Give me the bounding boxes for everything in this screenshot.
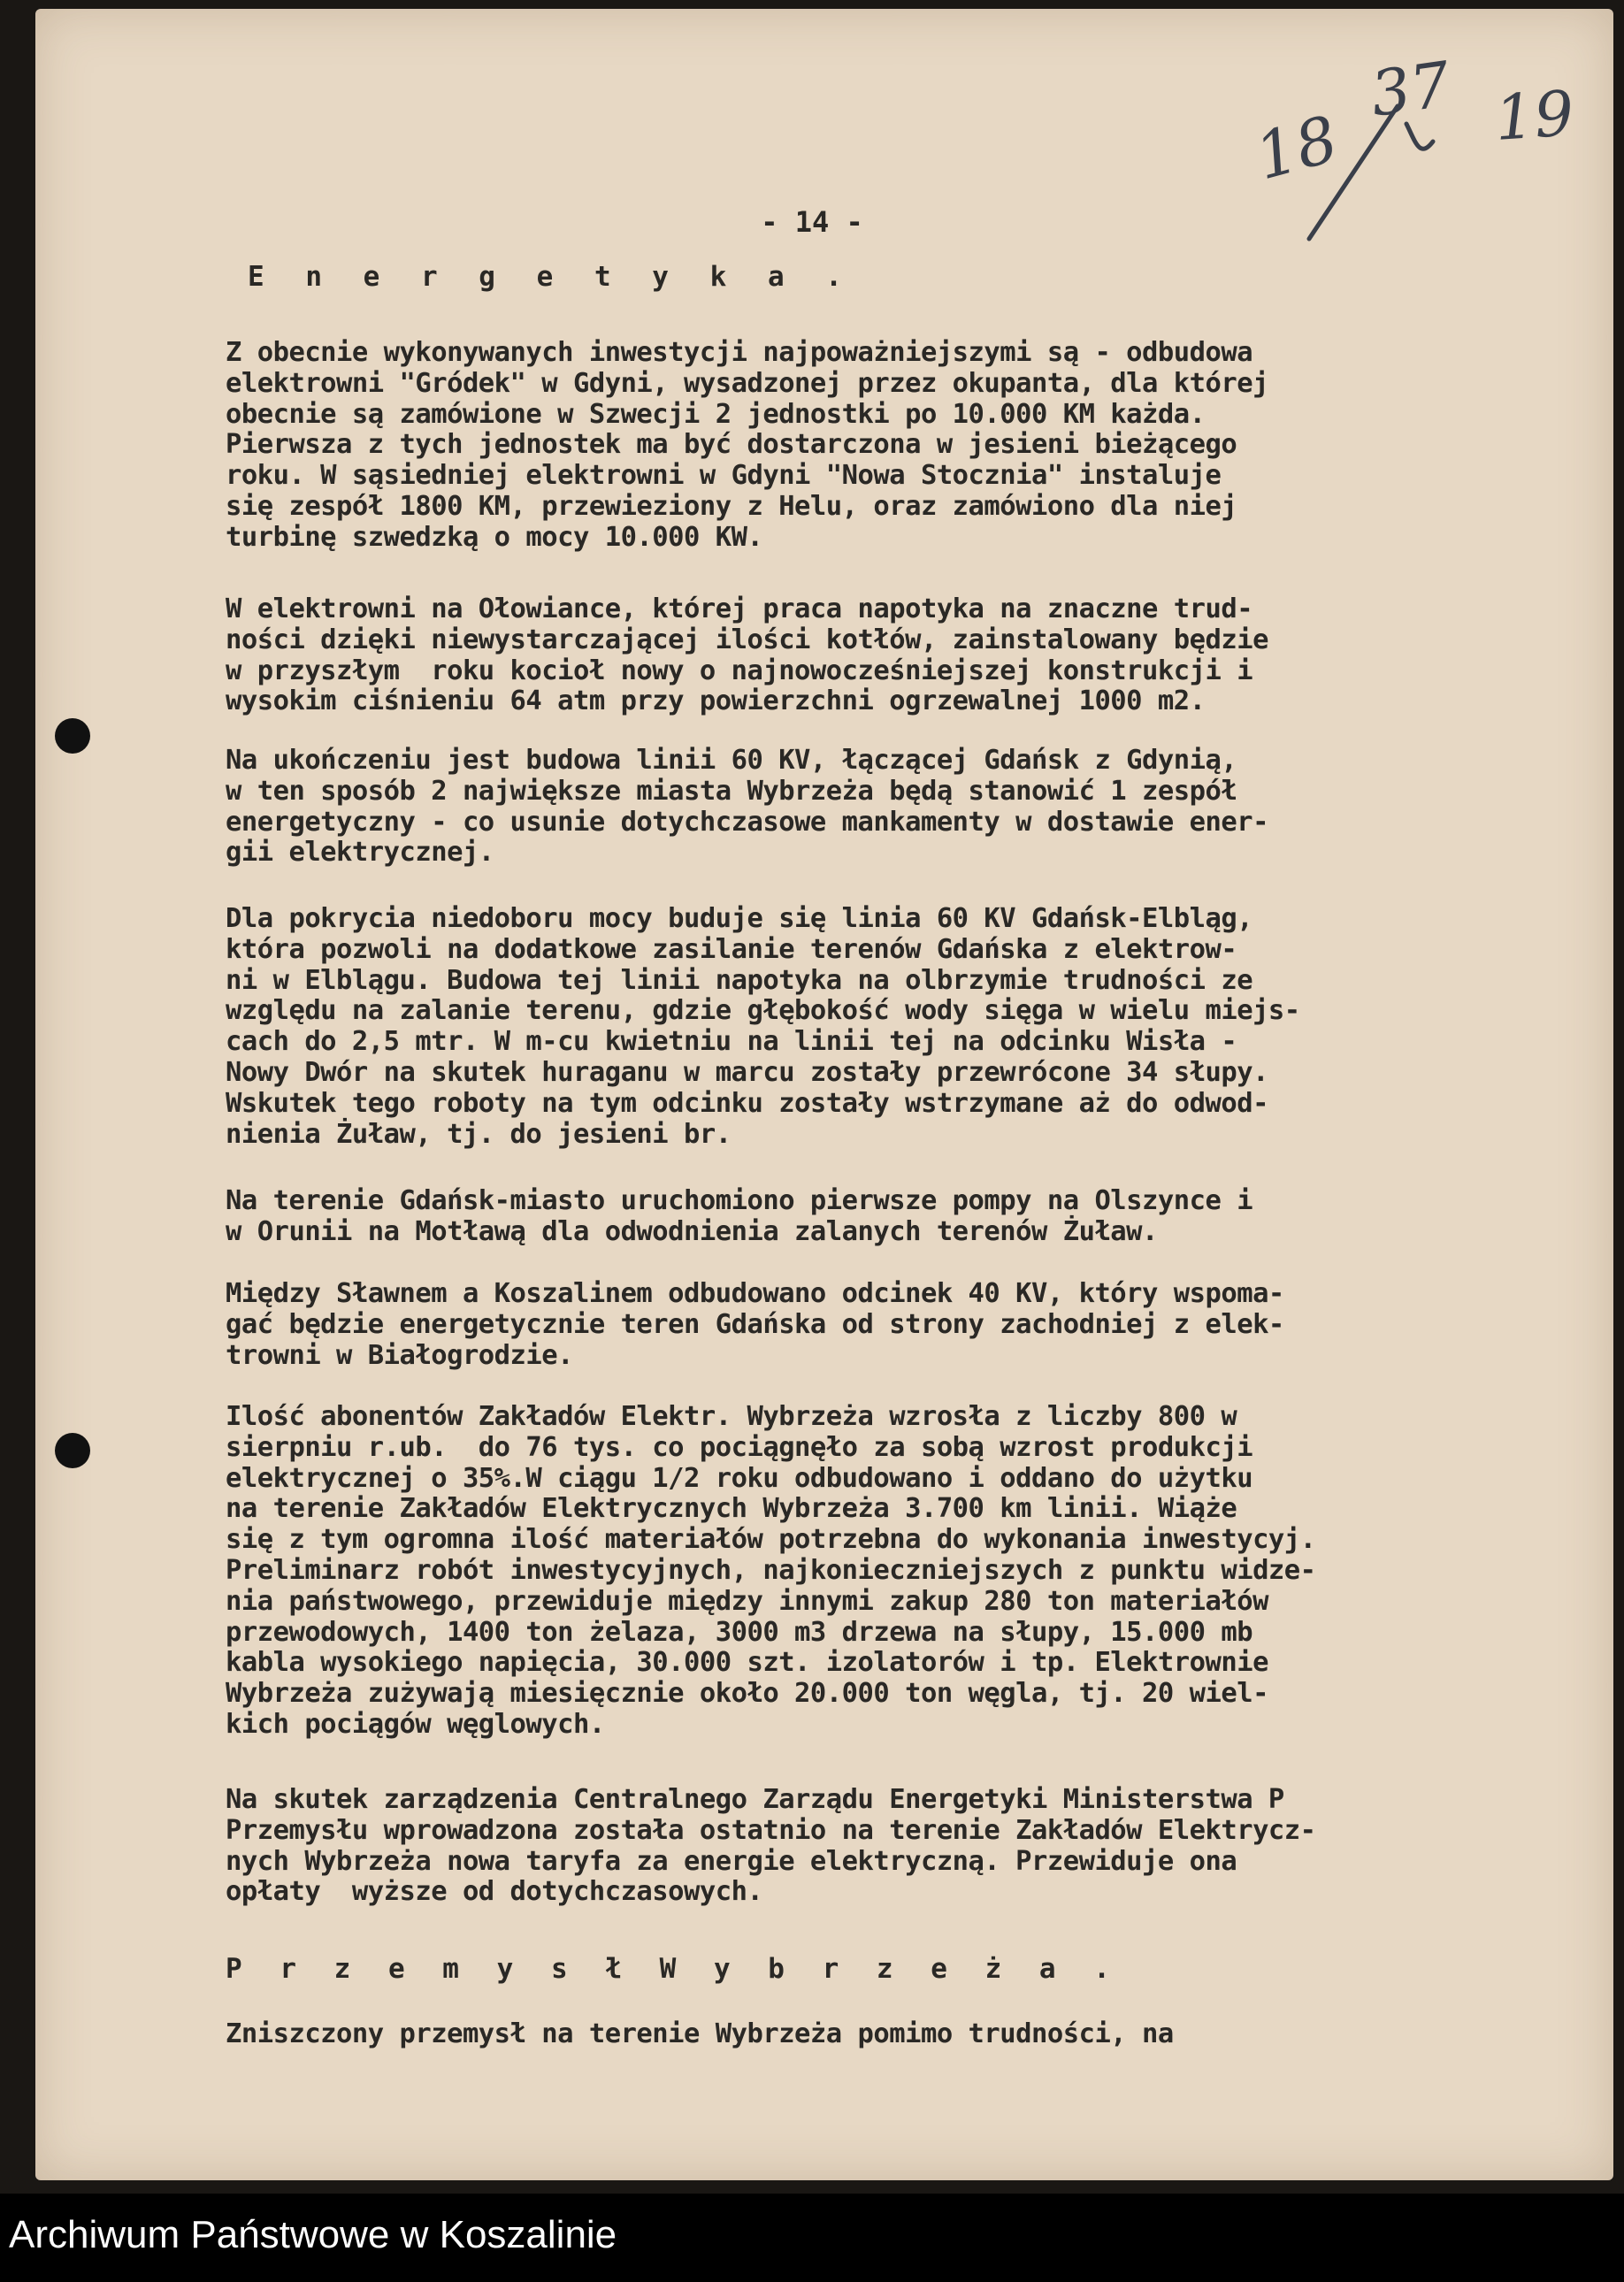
text-line: wysokim ciśnieniu 64 atm przy powierzchni ogrzewalnej 1000 m2. (226, 685, 1206, 717)
paragraph (226, 1402, 1588, 1741)
text-line: kich pociągów węglowych. (226, 1708, 605, 1740)
text-line: opłaty wyższe od dotychczasowych. (226, 1876, 763, 1908)
text-line: kabla wysokiego napięcia, 30.000 szt. izolatorów i tp. Elektrownie (226, 1647, 1268, 1679)
text-line: która pozwoli na dodatkowe zasilanie terenów Gdańska z elektrow- (226, 933, 1237, 965)
punch-hole (55, 718, 90, 754)
handwritten-annotation: 37 (1366, 48, 1455, 131)
text-line: ności dzięki niewystarczającej ilości kotłów, zainstalowany będzie (226, 624, 1268, 655)
text-line: roku. W sąsiedniej elektrowni w Gdyni "Nowa Stocznia" instaluje (226, 460, 1222, 492)
text-line: gać będzie energetycznie teren Gdańska od strony zachodniej z elek- (226, 1308, 1284, 1340)
paragraph (226, 594, 1588, 717)
text-line: Na terenie Gdańsk-miasto uruchomiono pierwsze pompy na Olszynce i (226, 1185, 1253, 1216)
punch-hole (55, 1433, 90, 1468)
text-line: Pierwsza z tych jednostek ma być dostarczona w jesieni bieżącego (226, 429, 1237, 461)
text-line: nienia Żuław, tj. do jesieni br. (226, 1118, 732, 1150)
text-line: energetyczny - co usunie dotychczasowe mankamenty w dostawie ener- (226, 806, 1268, 838)
archive-name: Archiwum Państwowe w Koszalinie (9, 2213, 617, 2256)
page-number: - 14 - (761, 205, 863, 239)
paragraph (226, 338, 1588, 554)
section-heading-industry: P r z e m y s ł W y b r z e ż a . (226, 1953, 1121, 1985)
text-line: sierpniu r.ub. do 76 tys. co pociągnęło za sobą wzrost produkcji (226, 1431, 1253, 1463)
text-line: Między Sławnem a Koszalinem odbudowano odcinek 40 KV, który wspoma- (226, 1278, 1284, 1309)
paragraph (226, 1186, 1588, 1248)
text-line: Nowy Dwór na skutek huraganu w marcu zostały przewrócone 34 słupy. (226, 1056, 1268, 1088)
text-line: się z tym ogromna ilość materiałów potrzebna do wykonania inwestycyj. (226, 1524, 1316, 1556)
text-line: przewodowych, 1400 ton żelaza, 3000 m3 drzewa na słupy, 15.000 mb (226, 1616, 1253, 1648)
paragraph (226, 904, 1588, 1150)
text-line: nych Wybrzeża nowa taryfa za energie elektryczną. Przewiduje ona (226, 1845, 1237, 1877)
text-line: względu na zalanie terenu, gdzie głębokość wody sięga w wielu miejs- (226, 995, 1300, 1027)
text-line: nia państwowego, przewiduje między innymi zakup 280 ton materiałów (226, 1585, 1268, 1617)
text-line: cach do 2,5 mtr. W m-cu kwietniu na linii tej na odcinku Wisła - (226, 1026, 1237, 1058)
text-line: W elektrowni na Ołowiance, której praca napotyka na znaczne trud- (226, 593, 1253, 624)
text-line: Ilość abonentów Zakładów Elektr. Wybrzeża wzrosła z liczby 800 w (226, 1401, 1237, 1432)
text-line: Z obecnie wykonywanych inwestycji najpoważniejszymi są - odbudowa (226, 337, 1253, 368)
text-line: Zniszczony przemysł na terenie Wybrzeża pomimo trudności, na (226, 2018, 1174, 2049)
text-line: elektrowni "Gródek" w Gdyni, wysadzonej przez okupanta, dla której (226, 367, 1268, 399)
text-line: Na ukończeniu jest budowa linii 60 KV, łączącej Gdańsk z Gdynią, (226, 745, 1237, 776)
text-line: Przemysłu wprowadzona została ostatnio na terenie Zakładów Elektrycz- (226, 1814, 1316, 1846)
text-line: się zespół 1800 KM, przewieziony z Helu, oraz zamówiono dla niej (226, 490, 1237, 522)
text-line: Dla pokrycia niedoboru mocy buduje się linia 60 KV Gdańsk-Elbląg, (226, 903, 1253, 934)
text-line: na terenie Zakładów Elektrycznych Wybrzeża 3.700 km linii. Wiąże (226, 1493, 1237, 1525)
section-heading-energy: E n e r g e t y k a . (248, 261, 854, 293)
paragraph (226, 1279, 1588, 1371)
paragraph (226, 1785, 1588, 1908)
text-line: Wskutek tego roboty na tym odcinku zostały wstrzymane aż do odwod- (226, 1087, 1268, 1119)
text-line: Na skutek zarządzenia Centralnego Zarządu Energetyki Ministerstwa P (226, 1784, 1284, 1815)
paragraph (226, 2019, 1588, 2050)
text-line: trowni w Białogrodzie. (226, 1339, 573, 1371)
text-line: Wybrzeża zużywają miesięcznie około 20.000 ton węgla, tj. 20 wiel- (226, 1678, 1268, 1710)
handwritten-annotation: 19 (1492, 76, 1576, 156)
text-line: Preliminarz robót inwestycyjnych, najkonieczniejszych z punktu widze- (226, 1554, 1316, 1586)
paragraph (226, 746, 1588, 869)
text-line: obecnie są zamówione w Szwecji 2 jednostki po 10.000 KM każda. (226, 398, 1206, 430)
text-line: w przyszłym roku kocioł nowy o najnowocześniejszej konstrukcji i (226, 655, 1253, 686)
handwritten-annotation: 18 (1247, 101, 1345, 195)
text-line: w ten sposób 2 największe miasta Wybrzeża będą stanowić 1 zespół (226, 775, 1237, 807)
archive-footer-bar (0, 2194, 1624, 2282)
text-line: turbinę szwedzką o mocy 10.000 KW. (226, 521, 763, 553)
text-line: elektrycznej o 35%.W ciągu 1/2 roku odbudowano i oddano do użytku (226, 1462, 1253, 1494)
text-line: w Orunii na Motławą dla odwodnienia zalanych terenów Żuław. (226, 1215, 1158, 1247)
text-line: gii elektrycznej. (226, 837, 494, 869)
text-line: ni w Elblągu. Budowa tej linii napotyka na olbrzymie trudności ze (226, 964, 1253, 996)
